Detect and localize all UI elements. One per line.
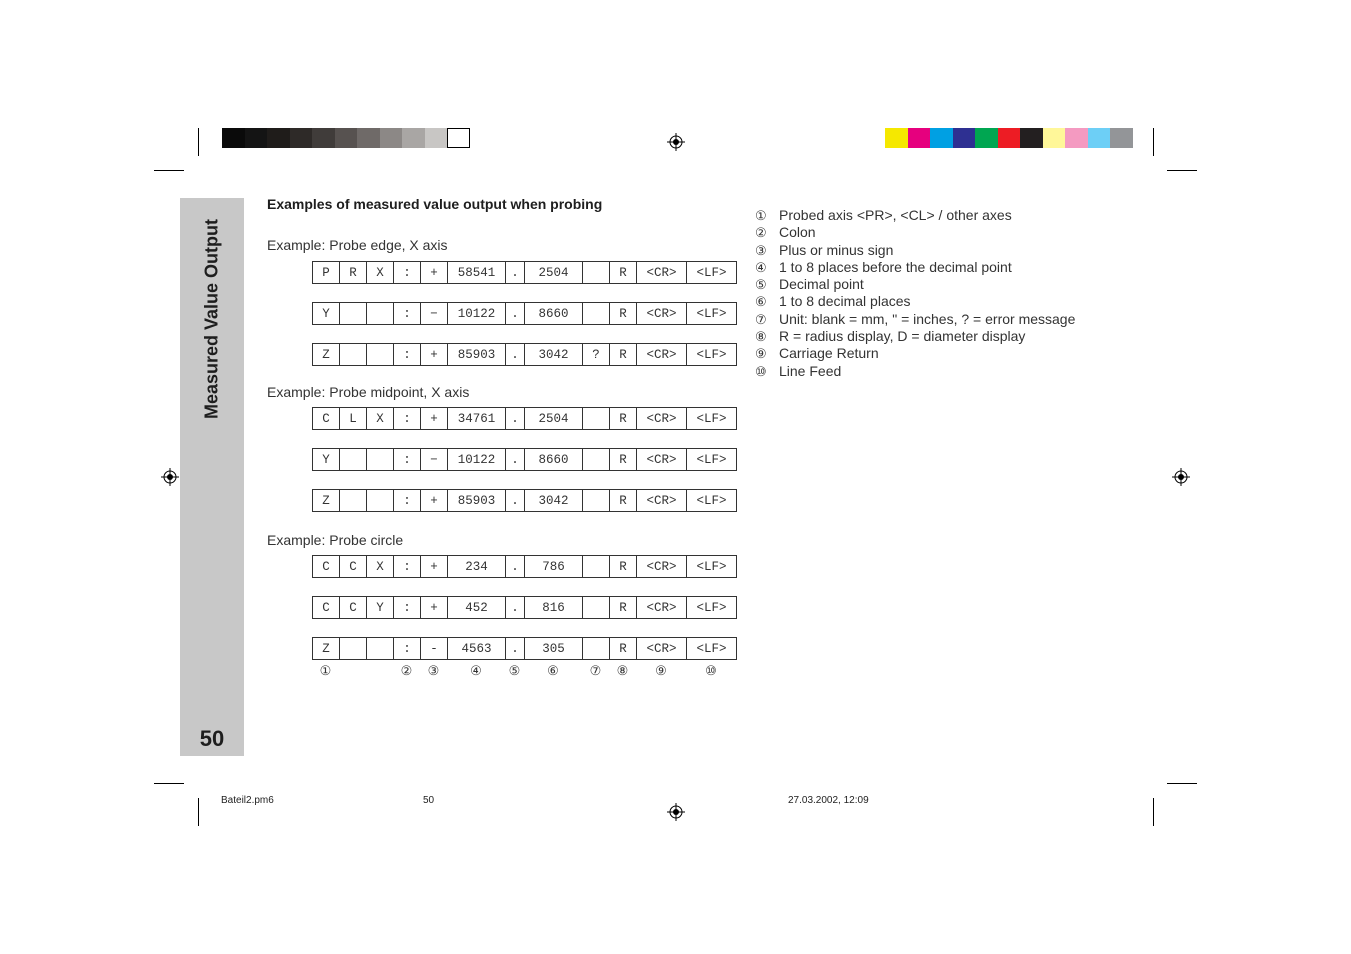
output-cell: R [610,303,637,324]
legend-number: ④ [755,259,767,275]
output-cell: C [340,597,367,618]
legend-item [755,207,1075,224]
output-cell: Z [313,344,340,365]
output-cell: R [610,556,637,577]
output-cell [340,638,367,659]
output-cell: . [506,303,525,324]
output-cell [583,408,610,429]
output-cell: Y [313,303,340,324]
example-caption: Example: Probe edge, X axis [267,237,448,253]
crop-mark [154,783,184,784]
output-cell: <CR> [637,556,687,577]
output-cell: 305 [525,638,583,659]
output-cell [340,449,367,470]
output-cell: 3042 [525,344,583,365]
output-cell: <CR> [637,597,687,618]
output-cell: Z [313,638,340,659]
crop-mark [198,128,199,156]
output-cell: : [394,597,421,618]
output-cell: 85903 [448,490,506,511]
output-cell: <CR> [637,262,687,283]
legend-text: Decimal point [779,276,864,293]
output-cell: R [610,408,637,429]
output-cell: : [394,638,421,659]
output-cell [367,449,394,470]
output-cell: 8660 [525,449,583,470]
legend-text: R = radius display, D = diameter display [779,328,1026,345]
output-cell: − [421,449,448,470]
output-cell: 58541 [448,262,506,283]
output-cell: + [421,556,448,577]
output-cell: P [313,262,340,283]
crop-mark [1167,783,1197,784]
registration-mark-icon [667,803,685,821]
legend-item [755,363,1075,380]
legend-item [755,311,1075,328]
output-cell: : [394,262,421,283]
output-cell: R [610,490,637,511]
output-cell: ? [583,344,610,365]
output-cell: R [610,638,637,659]
legend-text: Colon [779,224,816,241]
footer-filename: Bateil2.pm6 [221,795,274,806]
output-row [312,343,737,366]
output-row [312,448,737,471]
output-cell: : [394,303,421,324]
output-cell: <LF> [687,262,737,283]
footer-date: 27.03.2002, 12:09 [788,795,869,806]
calibration-swatch [1088,128,1111,148]
calibration-swatch [1065,128,1088,148]
output-cell: <LF> [687,490,737,511]
output-cell: <CR> [637,490,687,511]
output-cell: R [610,449,637,470]
legend-number: ⑩ [755,363,767,379]
output-cell: . [506,597,525,618]
calibration-swatch [335,128,358,148]
output-cell: 234 [448,556,506,577]
registration-mark-icon [1172,468,1190,486]
output-cell: : [394,490,421,511]
column-marker: ⑦ [589,663,602,678]
column-marker: ② [400,663,413,678]
registration-mark-icon [161,468,179,486]
output-row [312,489,737,512]
output-cell: . [506,262,525,283]
output-cell: <LF> [687,344,737,365]
legend-item [755,224,1075,241]
output-cell [367,344,394,365]
output-cell [583,597,610,618]
legend-item [755,259,1075,276]
legend-text: Line Feed [779,362,842,379]
output-cell [583,638,610,659]
output-cell: R [340,262,367,283]
output-cell: . [506,556,525,577]
output-cell: 85903 [448,344,506,365]
output-row [312,596,737,619]
output-cell: R [610,597,637,618]
output-cell [340,303,367,324]
output-cell: Z [313,490,340,511]
example-caption: Example: Probe circle [267,532,404,548]
output-cell: . [506,408,525,429]
output-cell: 10122 [448,449,506,470]
calibration-swatch [1110,128,1133,148]
output-cell: . [506,344,525,365]
column-marker: ⑤ [508,663,521,678]
column-marker: ⑨ [655,663,667,678]
output-cell: <LF> [687,408,737,429]
output-cell: <LF> [687,449,737,470]
calibration-swatch [447,128,470,148]
output-cell [583,303,610,324]
output-cell: . [506,490,525,511]
output-cell: + [421,597,448,618]
legend-item [755,293,1075,310]
legend-text: 1 to 8 places before the decimal point [779,258,1012,275]
legend-number: ⑨ [755,346,767,362]
output-cell: Y [313,449,340,470]
output-cell [340,490,367,511]
output-cell: C [313,408,340,429]
output-cell: 10122 [448,303,506,324]
output-cell: : [394,449,421,470]
calibration-swatch [1043,128,1066,148]
example-caption: Example: Probe midpoint, X axis [267,384,470,400]
crop-mark [198,798,199,826]
calibration-swatch [953,128,976,148]
calibration-swatch [885,128,908,148]
output-cell: Y [367,597,394,618]
calibration-swatch [380,128,403,148]
calibration-swatch [312,128,335,148]
output-cell: + [421,262,448,283]
chapter-title-text: Measured Value Output [201,218,222,420]
legend-item [755,242,1075,259]
output-cell: X [367,556,394,577]
calibration-swatch [290,128,313,148]
output-cell: R [610,262,637,283]
output-cell: X [367,408,394,429]
output-cell: + [421,344,448,365]
output-cell [583,556,610,577]
output-cell: <LF> [687,638,737,659]
output-cell: L [340,408,367,429]
output-cell: 2504 [525,408,583,429]
output-cell [367,490,394,511]
output-cell: 8660 [525,303,583,324]
output-cell: + [421,490,448,511]
legend-number: ⑥ [755,294,767,310]
column-marker: ④ [470,663,482,678]
output-cell: <LF> [687,556,737,577]
output-cell [367,303,394,324]
legend-number: ③ [755,242,767,258]
output-cell: R [610,344,637,365]
calibration-swatch [1020,128,1043,148]
output-cell [367,638,394,659]
crop-mark [154,170,184,171]
legend-number: ⑧ [755,329,767,345]
output-cell: 2504 [525,262,583,283]
output-cell: . [506,638,525,659]
footer-page: 50 [423,795,435,806]
output-cell: 816 [525,597,583,618]
output-cell: : [394,408,421,429]
output-cell: C [313,597,340,618]
output-row [312,407,737,430]
output-cell: : [394,556,421,577]
crop-mark [1153,128,1154,156]
output-row [312,555,737,578]
calibration-swatch [357,128,380,148]
output-cell: C [313,556,340,577]
legend-number: ② [755,225,767,241]
column-marker: ⑥ [547,663,559,678]
output-row [312,261,737,284]
output-cell: C [340,556,367,577]
calibration-swatch [222,128,245,148]
column-marker: ⑩ [705,663,717,678]
calibration-swatch [908,128,931,148]
legend-text: Plus or minus sign [779,241,894,258]
calibration-swatch [425,128,448,148]
legend-item [755,276,1075,293]
output-cell: <LF> [687,597,737,618]
output-cell: <CR> [637,303,687,324]
legend-item [755,345,1075,362]
output-row [312,637,737,660]
output-cell: : [394,344,421,365]
output-cell [340,344,367,365]
output-cell: + [421,408,448,429]
output-cell: <CR> [637,638,687,659]
section-heading: Examples of measured value output when probing [267,196,603,212]
output-cell: <CR> [637,449,687,470]
output-cell: <CR> [637,344,687,365]
output-cell: X [367,262,394,283]
output-cell: − [421,303,448,324]
output-row [312,302,737,325]
legend-text: 1 to 8 decimal places [779,293,911,310]
legend-number: ⑤ [755,277,767,293]
legend-list [755,207,1075,380]
calibration-swatch [930,128,953,148]
output-cell [583,449,610,470]
calibration-swatch [402,128,425,148]
legend-number: ⑦ [755,311,767,327]
legend-item [755,328,1075,345]
output-cell: 3042 [525,490,583,511]
legend-text: Carriage Return [779,345,879,362]
calibration-swatch [267,128,290,148]
legend-number: ① [755,208,767,223]
legend-text: Unit: blank = mm, " = inches, ? = error message [779,310,1076,327]
output-cell [583,490,610,511]
column-marker: ① [319,663,332,678]
output-cell: 34761 [448,408,506,429]
column-marker: ⑧ [616,663,629,678]
calibration-swatch [245,128,268,148]
calibration-swatch [998,128,1021,148]
legend-text: Probed axis <PR>, <CL> / other axes [779,207,1012,223]
crop-mark [1167,170,1197,171]
crop-mark [1153,798,1154,826]
output-cell: 452 [448,597,506,618]
output-cell: <CR> [637,408,687,429]
column-marker: ③ [427,663,440,678]
registration-mark-icon [667,133,685,151]
page-number: 50 [199,726,225,751]
output-cell: . [506,449,525,470]
output-cell [583,262,610,283]
output-cell: 786 [525,556,583,577]
calibration-swatch [975,128,998,148]
output-cell: - [421,638,448,659]
output-cell: <LF> [687,303,737,324]
output-cell: 4563 [448,638,506,659]
